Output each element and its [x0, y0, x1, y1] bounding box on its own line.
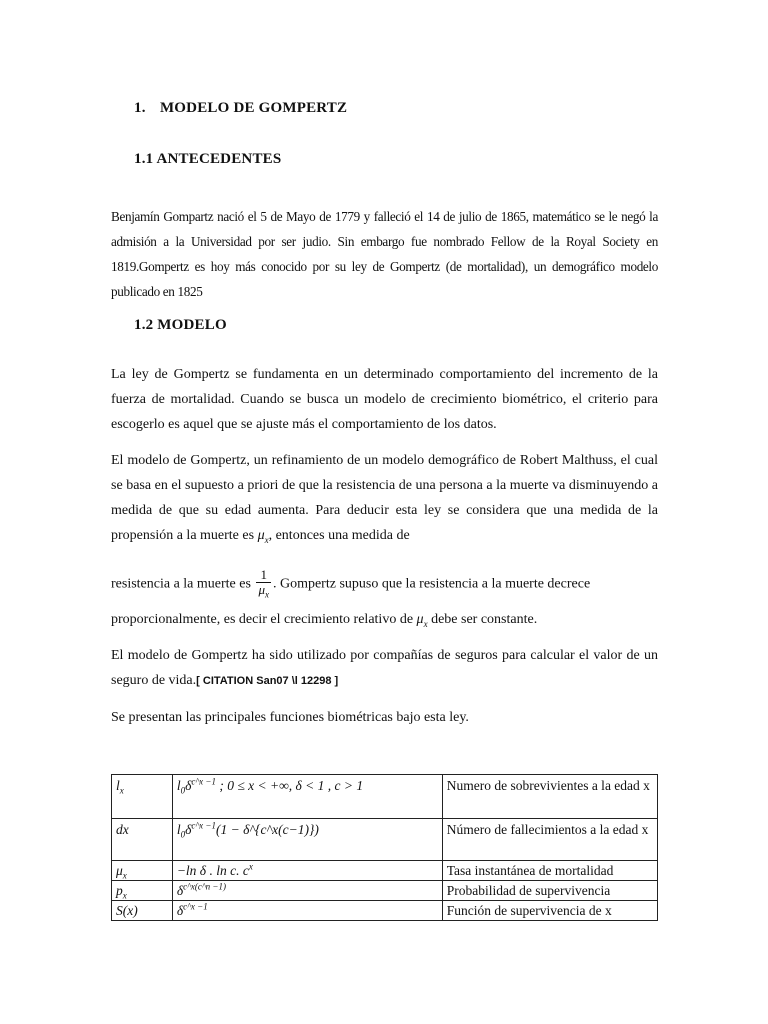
formula-text: δ [185, 778, 192, 793]
inverse-mu-fraction [256, 567, 271, 600]
table-row [112, 819, 658, 861]
description-cell: Función de supervivencia de x [442, 901, 657, 921]
symbol-subscript: x [122, 890, 127, 901]
symbol-cell [112, 775, 173, 819]
section-heading-main [134, 100, 347, 117]
fraction-denominator [256, 582, 271, 600]
description-cell: Probabilidad de supervivencia [442, 881, 657, 901]
formula-superscript: x [248, 861, 253, 872]
paragraph-text: El modelo de Gompertz ha sido utilizado por compañías de seguros para calcular el valor de un seguro de vida. [111, 648, 658, 688]
formula-cell [172, 819, 442, 861]
formula-tail: ; 0 ≤ x < +∞, δ < 1 , c > 1 [215, 778, 364, 793]
symbol-text: l [116, 778, 120, 793]
formula-cell [172, 775, 442, 819]
modelo-paragraph-2 [111, 448, 658, 548]
symbol-text: dx [116, 822, 129, 837]
formula-superscript: c^x −1 [191, 776, 216, 787]
mu-symbol [258, 528, 269, 543]
subsection-heading-antecedentes: 1.1 ANTECEDENTES [134, 151, 282, 167]
table-row [112, 861, 658, 881]
mu-symbol [417, 612, 428, 627]
paragraph-text: debe ser constante. [431, 612, 538, 627]
formula-text: δ [176, 883, 184, 898]
mu-letter: μ [257, 528, 265, 543]
formula-text: l [176, 778, 181, 793]
formula-cell [172, 881, 442, 901]
formula-tail: (1 − δ^{c^x(c−1)}) [215, 822, 319, 837]
symbol-cell [112, 861, 173, 881]
antecedentes-paragraph: Benjamín Gompartz nació el 5 de Mayo de 1779 y falleció el 14 de julio de 1865, matemático se le negó la admisión a la Universidad por ser judio. Sin embargo fue nombrado Fellow de la Royal Society en 1819.Gompertz es hoy más conocido por su ley de Gompertz (de mortalidad), un demográfico modelo publicado en 1825 [111, 209, 658, 299]
symbol-text: μ [116, 863, 123, 878]
citation-field: [ CITATION San07 \l 12298 ] [196, 675, 339, 687]
mu-letter: μ [416, 612, 424, 627]
description-cell: Número de fallecimientos a la edad x [442, 819, 657, 861]
symbol-cell [112, 901, 173, 921]
paragraph-text: , entonces una medida de [268, 528, 410, 543]
mu-letter: μ [258, 582, 265, 597]
description-cell: Numero de sobrevivientes a la edad x [442, 775, 657, 819]
symbol-text: p [116, 883, 123, 898]
formula-superscript: c^x −1 [191, 820, 216, 831]
formula-text: −ln δ . ln c. c [176, 863, 249, 878]
section-number: 1. [134, 100, 146, 116]
biometric-functions-table [111, 774, 658, 921]
symbol-cell [112, 881, 173, 901]
formula-text: δ [185, 822, 192, 837]
symbol-subscript: x [119, 785, 124, 796]
modelo-paragraph-2-fraction-line [111, 567, 658, 600]
modelo-paragraph-2-end [111, 607, 658, 632]
table-row [112, 775, 658, 819]
modelo-paragraph-4: Se presentan las principales funciones biométricas bajo esta ley. [111, 710, 469, 725]
formula-cell [172, 901, 442, 921]
table-row [112, 881, 658, 901]
mu-subscript: x [264, 534, 269, 545]
formula-superscript: c^x(c^n −1) [183, 881, 226, 892]
description-cell: Tasa instantánea de mortalidad [442, 861, 657, 881]
fraction-numerator: 1 [256, 568, 271, 583]
subsection-heading-modelo: 1.2 MODELO [134, 317, 227, 333]
formula-cell [172, 861, 442, 881]
paragraph-text: El modelo de Gompertz, un refinamiento de un modelo demográfico de Robert Malthuss, el cual se basa en el supuesto a priori de que la resistencia de una persona a la muerte va disminuyendo a medida de que su edad aumenta. Para deducir esta ley se considera que una medida de la propensión a la muerte es [111, 453, 658, 543]
symbol-cell [112, 819, 173, 861]
symbol-subscript: x [122, 870, 127, 881]
modelo-paragraph-3 [111, 643, 658, 694]
mu-subscript: x [423, 618, 428, 629]
paragraph-text: proporcionalmente, es decir el crecimiento relativo de [111, 612, 414, 627]
formula-subscript: 0 [180, 785, 186, 796]
formula-text: l [176, 822, 181, 837]
modelo-paragraph-1: La ley de Gompertz se fundamenta en un determinado comportamiento del incremento de la fuerza de mortalidad. Cuando se busca un modelo de crecimiento biométrico, el criterio para escogerlo es aquel que se ajuste más el comportamiento de los datos. [111, 367, 658, 432]
symbol-text: S(x) [116, 903, 138, 918]
formula-superscript: c^x −1 [183, 901, 208, 912]
paragraph-text: . Gompertz supuso que la resistencia a la muerte decrece [272, 576, 591, 592]
section-title: MODELO DE GOMPERTZ [159, 100, 348, 116]
paragraph-text: resistencia a la muerte es [111, 576, 251, 592]
formula-subscript: 0 [180, 829, 186, 840]
formula-text: δ [176, 903, 184, 918]
table-row [112, 901, 658, 921]
mu-subscript: x [264, 589, 269, 600]
